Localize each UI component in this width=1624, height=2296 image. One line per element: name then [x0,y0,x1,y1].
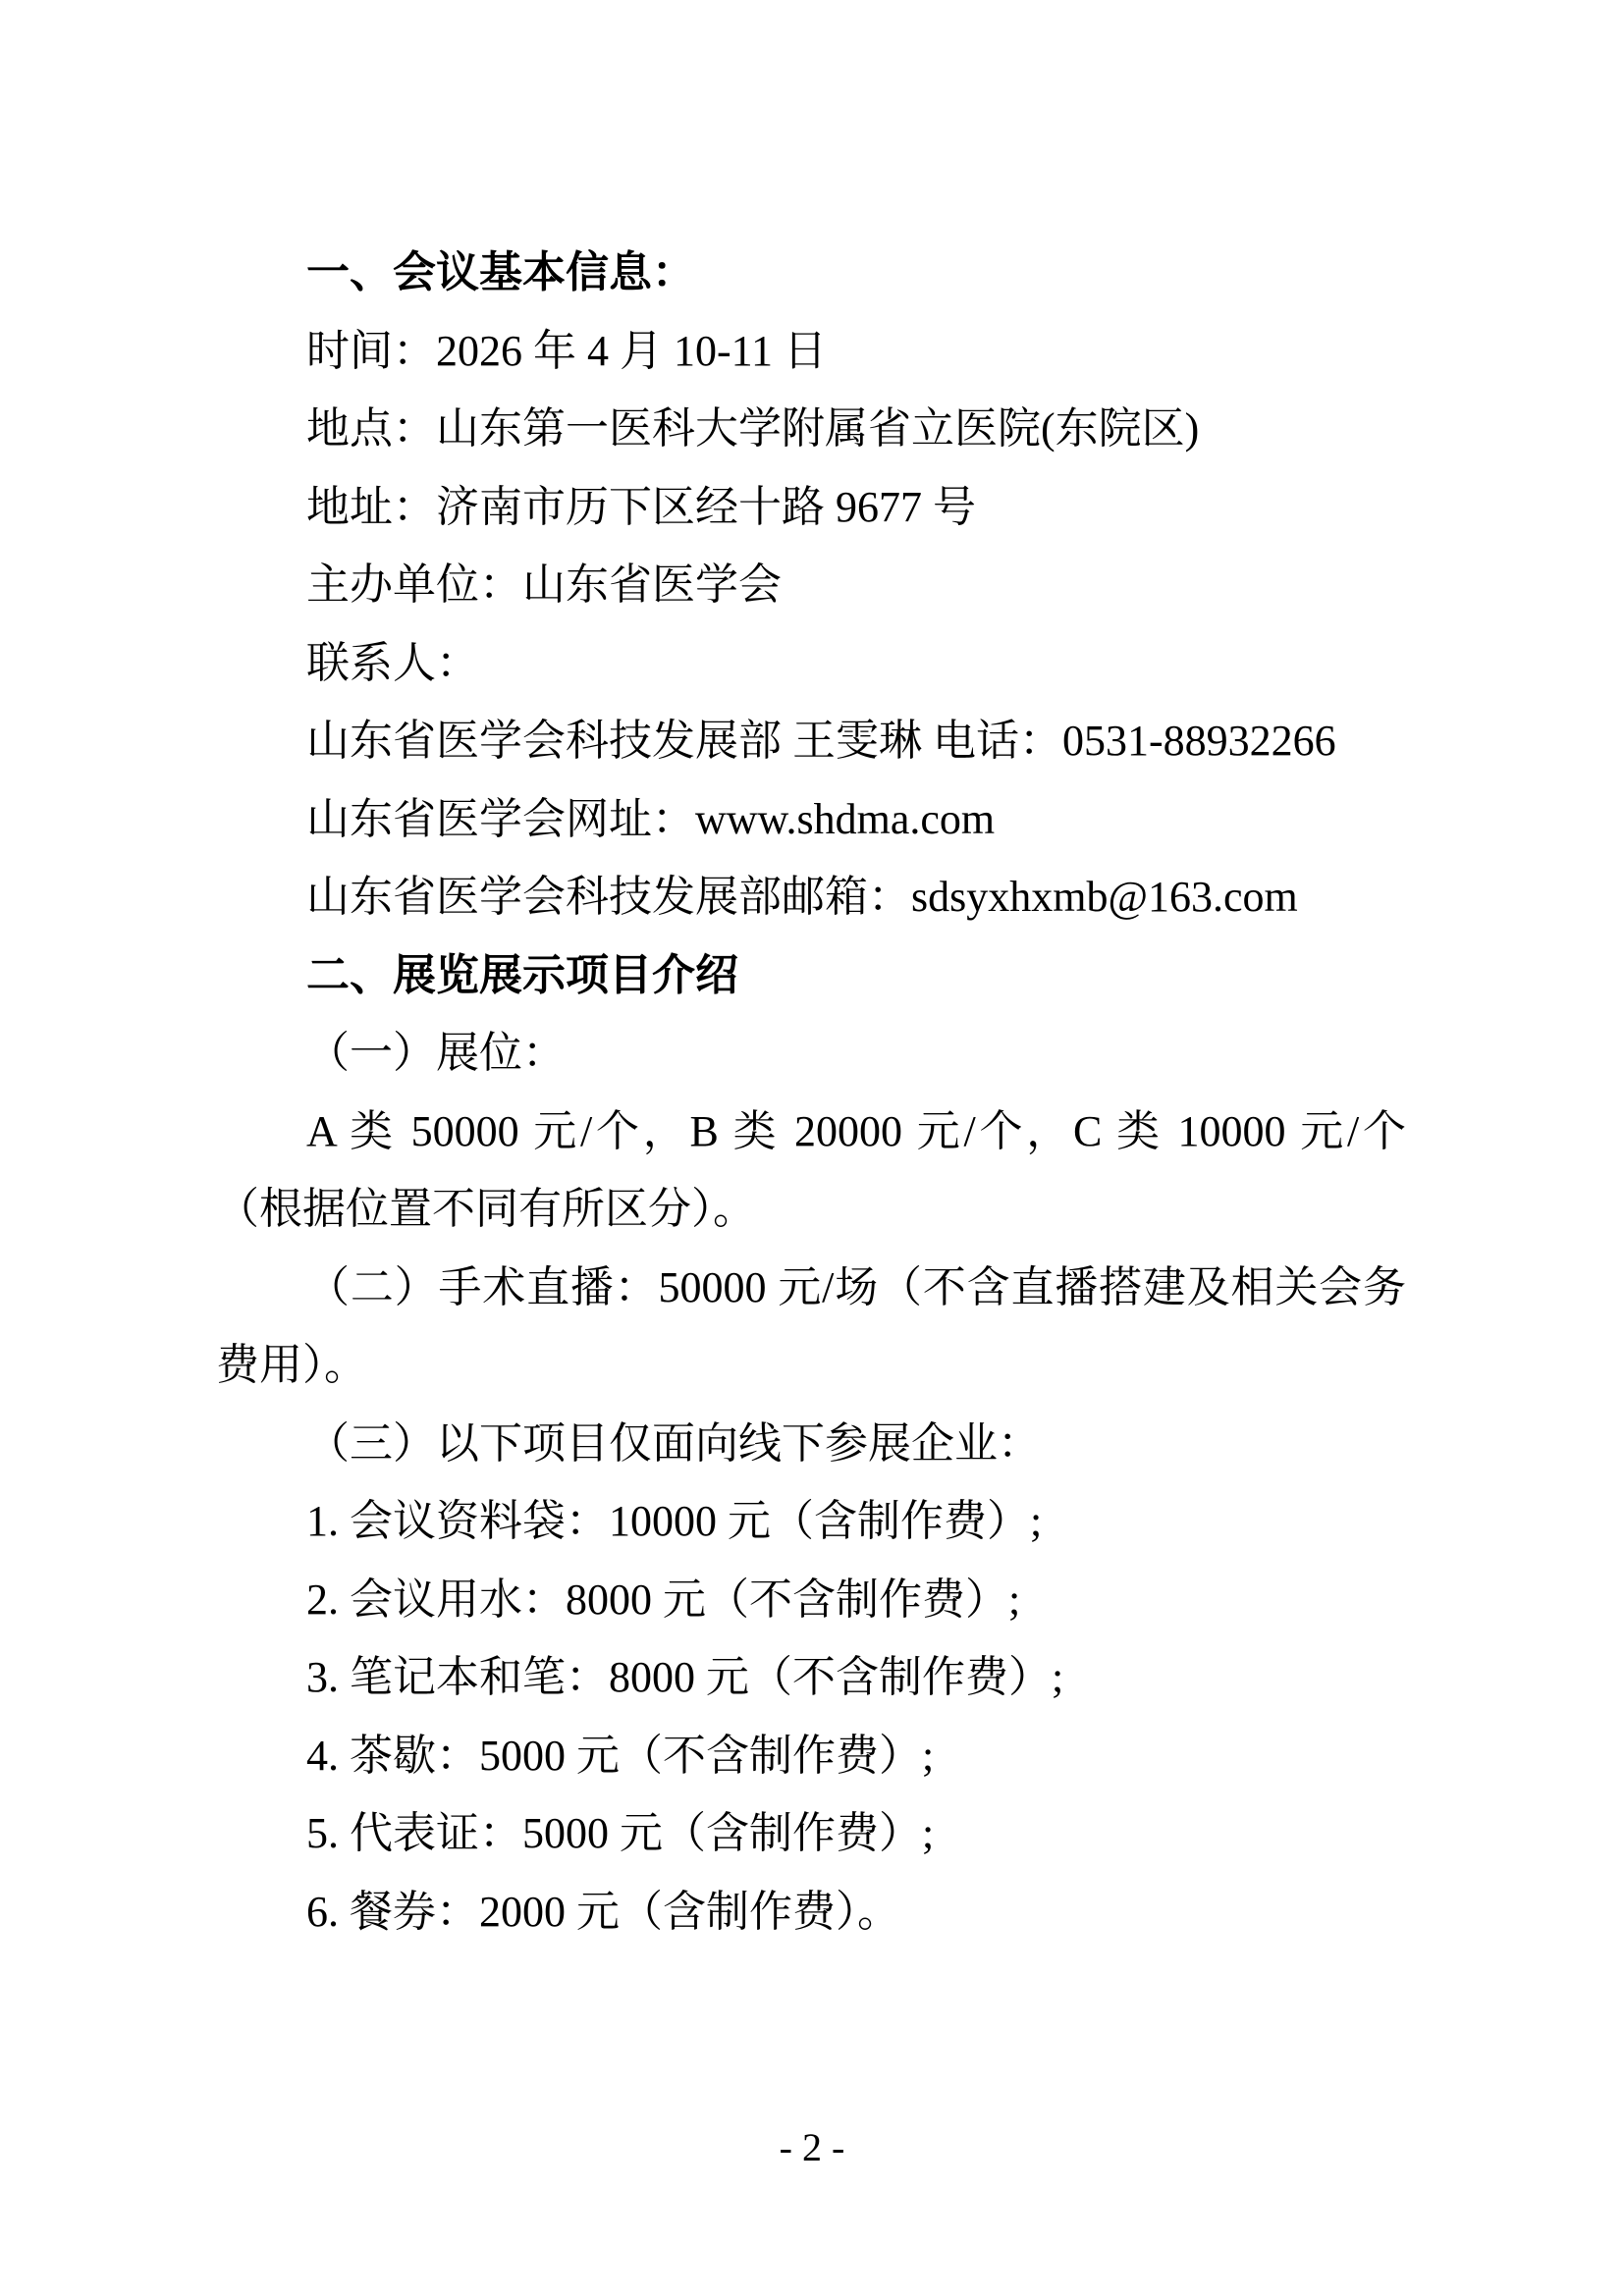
offline-items-title: （三）以下项目仅面向线下参展企业： [306,1418,1041,1468]
meeting-venue: 地点：山东第一医科大学附属省立医院(东院区) [306,404,1200,453]
meeting-time: 时间：2026 年 4 月 10-11 日 [306,326,828,375]
section-1-heading: 一、会议基本信息： [306,248,695,296]
meeting-address: 地址：济南市历下区经十路 9677 号 [306,482,976,531]
contact-person-line: 山东省医学会科技发展部 王雯琳 电话：0531-88932266 [306,717,1336,765]
page-number: - 2 - [779,2125,845,2169]
list-item: 4. 茶歇：5000 元（不含制作费）; [306,1731,935,1780]
document-body [216,234,1406,1950]
list-item: 3. 笔记本和笔：8000 元（不含制作费）; [306,1653,1064,1701]
booth-pricing: A 类 50000 元/个，B 类 20000 元/个，C 类 10000 元/个（根据位置不同有所区分）。 [216,1106,1406,1233]
website-line: 山东省医学会网址：www.shdma.com [306,794,996,843]
booth-title: （一）展位： [306,1029,566,1077]
list-item: 6. 餐券：2000 元（含制作费）。 [306,1887,900,1936]
list-item: 1. 会议资料袋：10000 元（含制作费）; [306,1497,1043,1545]
list-item: 5. 代表证：5000 元（含制作费）; [306,1809,935,1857]
contact-label: 联系人： [306,638,479,687]
email-line: 山东省医学会科技发展部邮箱：sdsyxhxmb@163.com [306,873,1298,921]
list-item: 2. 会议用水：8000 元（不含制作费）; [306,1575,1021,1624]
meeting-organizer: 主办单位：山东省医学会 [306,561,782,609]
section-2-heading: 二、展览展示项目介绍 [306,950,738,999]
surgery-live-pricing: （二）手术直播：50000 元/场（不含直播搭建及相关会务费用）。 [216,1262,1406,1389]
